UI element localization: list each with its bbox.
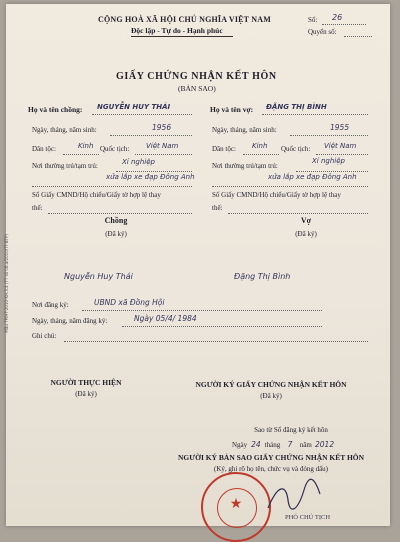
document-title: GIẤY CHỨNG NHẬN KẾT HÔN	[116, 71, 277, 82]
copy-month-label: tháng	[264, 441, 281, 449]
official-signature-scribble	[264, 480, 324, 514]
copy-month: 7	[287, 440, 293, 449]
husband-nationality-label: Quốc tịch:	[100, 145, 130, 153]
husband-ethnic-value: Kinh	[78, 142, 94, 150]
wife-nationality-value: Việt Nam	[324, 142, 357, 150]
copy-date-prefix: Ngày	[232, 441, 248, 449]
wife-signed-note: (Đã ký)	[295, 230, 317, 238]
performer-title: NGƯỜI THỰC HIỆN	[50, 378, 122, 387]
marriage-certificate-page	[6, 4, 390, 526]
so-label: Số:	[308, 16, 318, 24]
copy-signer-title: NGƯỜI KÝ BẢN SAO GIẤY CHỨNG NHẬN KẾT HÔN	[177, 453, 365, 462]
husband-signature-name: Nguyễn Huy Thái	[64, 272, 133, 281]
official-seal-stamp	[201, 472, 271, 542]
husband-dob-value: 1956	[152, 123, 172, 132]
husband-name-label: Họ và tên chồng:	[28, 105, 83, 114]
copy-signer-note: (Ký, ghi rõ họ tên, chức vụ và đóng dấu)	[213, 465, 329, 473]
wife-id-line	[228, 203, 368, 214]
husband-signature-heading: Chồng	[104, 216, 128, 225]
registration-place-value: UBND xã Đồng Hội	[94, 298, 165, 307]
note-line	[64, 331, 368, 342]
husband-signed-note: (Đã ký)	[105, 230, 127, 238]
note-label: Ghi chú:	[32, 332, 57, 340]
wife-residence-value-2: xửa lắp xe đạp Đông Anh	[268, 173, 357, 181]
so-value: 26	[332, 13, 343, 22]
wife-ethnic-value: Kinh	[252, 142, 268, 150]
deputy-chairman-position: PHÓ CHỦ TỊCH	[285, 514, 331, 521]
so-field-line	[322, 15, 366, 25]
quyen-so-field-line	[344, 27, 372, 37]
wife-dob-line	[290, 125, 368, 136]
copy-day: 24	[251, 440, 261, 449]
seal-star-icon: ★	[229, 497, 243, 512]
performer-signed-note: (Đã ký)	[75, 390, 97, 398]
husband-id-label: Số Giấy CMND/Hộ chiếu/Giấy tờ hợp lệ thay	[32, 191, 161, 199]
husband-nationality-value: Việt Nam	[146, 142, 179, 150]
certificate-signer-title: NGƯỜI KÝ GIẤY CHỨNG NHẬN KẾT HÔN	[195, 380, 347, 389]
husband-ethnic-label: Dân tộc:	[32, 145, 56, 153]
copy-source-line: Sao từ Sổ đăng ký kết hôn	[254, 426, 328, 434]
husband-residence-value-2: xửa lắp xe đạp Đông Anh	[106, 173, 195, 181]
copy-year: 2012	[315, 440, 335, 449]
wife-id-label-cont: thế:	[212, 204, 223, 212]
wife-name-label: Họ và tên vợ:	[210, 105, 254, 114]
copy-date-line	[232, 440, 336, 449]
husband-name-value: NGUYỄN HUY THÁI	[97, 103, 171, 111]
copy-year-label: năm	[299, 441, 312, 449]
wife-nationality-label: Quốc tịch:	[281, 145, 311, 153]
wife-dob-value: 1955	[330, 123, 350, 132]
country-name: CỘNG HOÀ XÃ HỘI CHỦ NGHĨA VIỆT NAM	[98, 15, 271, 24]
husband-residence-value-1: Xí nghiệp	[122, 158, 155, 166]
registration-date-label: Ngày, tháng, năm đăng ký:	[32, 317, 108, 325]
husband-dob-label: Ngày, tháng, năm sinh:	[32, 126, 97, 134]
wife-signature-heading: Vợ	[300, 216, 312, 225]
wife-name-value: ĐẶNG THỊ BÌNH	[266, 103, 327, 111]
wife-id-label: Số Giấy CMND/Hộ chiếu/Giấy tờ hợp lệ thay	[212, 191, 341, 199]
husband-dob-line	[110, 125, 192, 136]
certificate-signer-signed-note: (Đã ký)	[260, 392, 282, 400]
wife-ethnic-label: Dân tộc:	[212, 145, 236, 153]
document-subtitle: (BẢN SAO)	[178, 84, 216, 93]
wife-residence-label: Nơi thường trú/tạm trú:	[212, 162, 278, 170]
husband-id-label-cont: thế:	[32, 204, 43, 212]
husband-id-line	[48, 203, 192, 214]
wife-signature-name: Đặng Thị Bình	[234, 272, 291, 281]
quyen-so-label: Quyển số:	[308, 28, 337, 36]
wife-dob-label: Ngày, tháng, năm sinh:	[212, 126, 277, 134]
wife-residence-value-1: Xí nghiệp	[312, 157, 345, 165]
form-code-side-note: Mẫu TP/HT-2010-KH.3.4 (TT số 08.a/2010/TT-BTP)	[4, 234, 9, 333]
registration-date-value: Ngày 05/4/ 1984	[134, 314, 197, 323]
registration-place-label: Nơi đăng ký:	[32, 301, 69, 309]
husband-residence-label: Nơi thường trú/tạm trú:	[32, 162, 98, 170]
national-motto: Độc lập - Tự do - Hạnh phúc	[131, 26, 223, 35]
motto-underline	[131, 36, 233, 37]
